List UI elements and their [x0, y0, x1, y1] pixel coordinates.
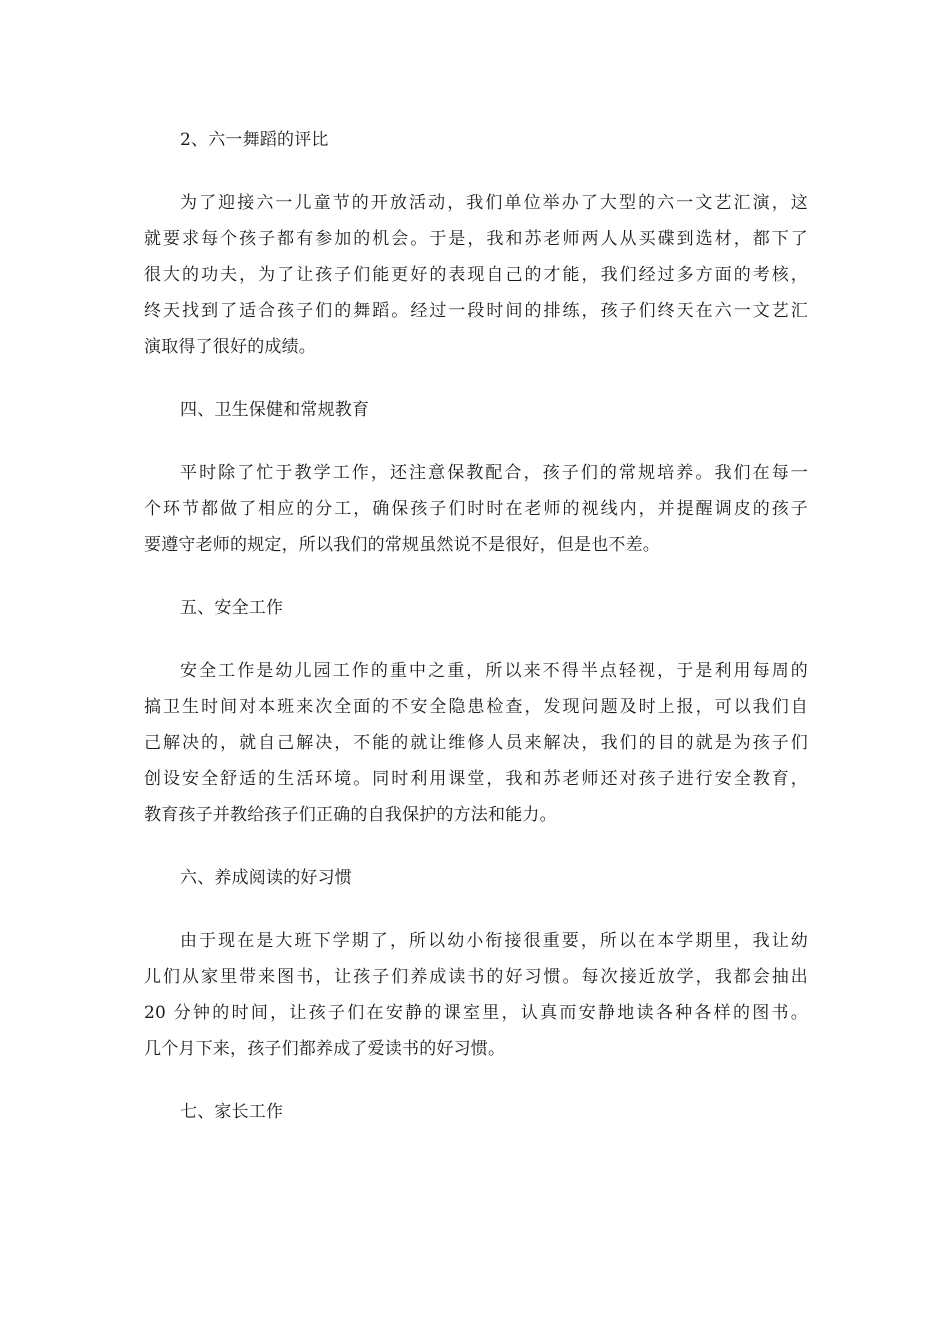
- paragraph-line: 为了迎接六一儿童节的开放活动，我们单位举办了大型的六一文艺汇演，这: [180, 193, 808, 213]
- section-paragraph: [144, 455, 808, 563]
- heading-text: 2、六一舞蹈的评比: [180, 130, 329, 150]
- paragraph-line: 就要求每个孩子都有参加的机会。于是，我和苏老师两人从买碟到选材，都下了: [144, 229, 808, 249]
- section-heading: [144, 1094, 808, 1130]
- section-heading: [144, 590, 808, 626]
- section-heading: [144, 392, 808, 428]
- paragraph-line: 教育孩子并教给孩子们正确的自我保护的方法和能力。: [144, 805, 557, 825]
- section-paragraph: [144, 923, 808, 1067]
- paragraph-line: 己解决的，就自己解决，不能的就让维修人员来解决，我们的目的就是为孩子们: [144, 733, 808, 753]
- paragraph-line: 很大的功夫，为了让孩子们能更好的表现自己的才能，我们经过多方面的考核，: [144, 265, 808, 285]
- section-heading: [144, 860, 808, 896]
- paragraph-line: 几个月下来，孩子们都养成了爱读书的好习惯。: [144, 1039, 506, 1059]
- paragraph-line: 由于现在是大班下学期了，所以幼小衔接很重要，所以在本学期里，我让幼: [180, 931, 808, 951]
- document-page: [144, 122, 808, 1130]
- heading-text: 七、家长工作: [180, 1102, 284, 1122]
- heading-text: 六、养成阅读的好习惯: [180, 868, 352, 888]
- section-paragraph: [144, 653, 808, 833]
- paragraph-line: 终天找到了适合孩子们的舞蹈。经过一段时间的排练，孩子们终天在六一文艺汇: [144, 301, 808, 321]
- section-heading: [144, 122, 808, 158]
- paragraph-line: 安全工作是幼儿园工作的重中之重，所以来不得半点轻视，于是利用每周的: [180, 661, 808, 681]
- heading-text: 五、安全工作: [180, 598, 284, 618]
- paragraph-line: 搞卫生时间对本班来次全面的不安全隐患检查，发现问题及时上报，可以我们自: [144, 697, 808, 717]
- paragraph-line: 要遵守老师的规定，所以我们的常规虽然说不是很好，但是也不差。: [144, 535, 660, 555]
- paragraph-line: 演取得了很好的成绩。: [144, 337, 316, 357]
- paragraph-line: 20 分钟的时间，让孩子们在安静的课室里，认真而安静地读各种各样的图书。: [144, 1003, 808, 1023]
- paragraph-line: 个环节都做了相应的分工，确保孩子们时时在老师的视线内，并提醒调皮的孩子: [144, 499, 808, 519]
- section-paragraph: [144, 185, 808, 365]
- paragraph-line: 儿们从家里带来图书，让孩子们养成读书的好习惯。每次接近放学，我都会抽出: [144, 967, 808, 987]
- paragraph-line: 平时除了忙于教学工作，还注意保教配合，孩子们的常规培养。我们在每一: [180, 463, 808, 483]
- paragraph-line: 创设安全舒适的生活环境。同时利用课堂，我和苏老师还对孩子进行安全教育，: [144, 769, 808, 789]
- heading-text: 四、卫生保健和常规教育: [180, 400, 370, 420]
